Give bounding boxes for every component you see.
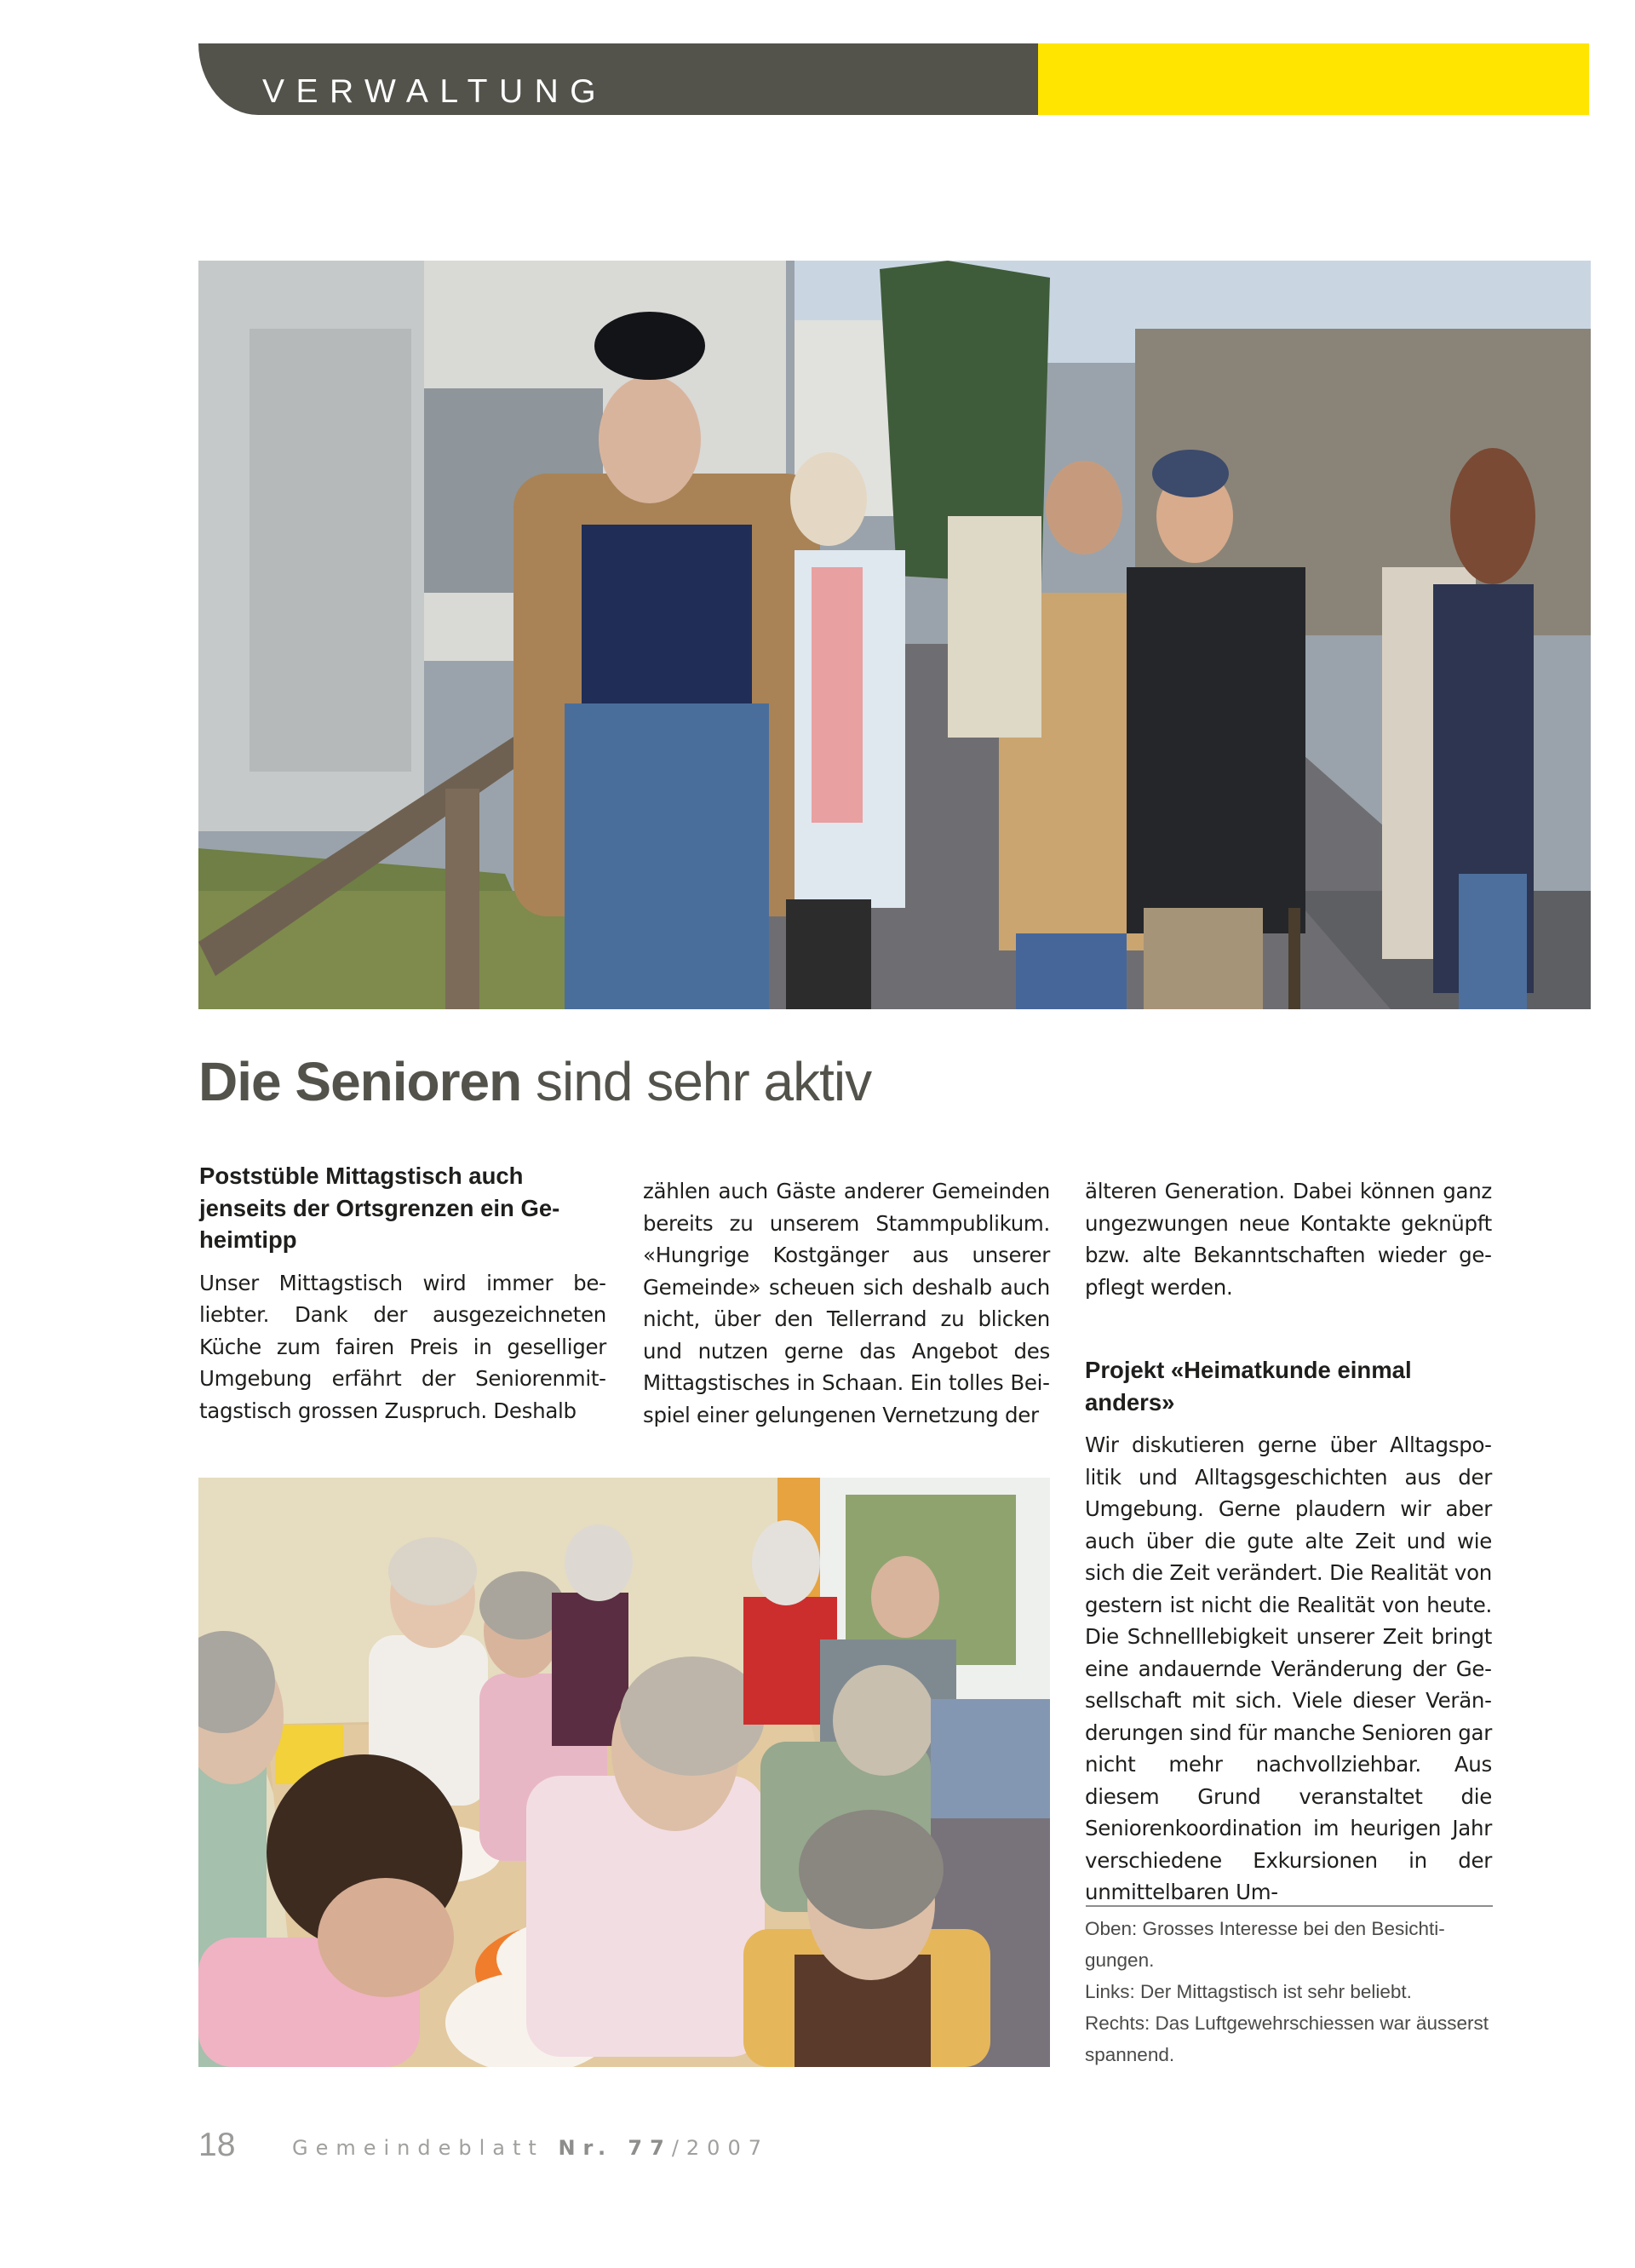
publication-info — [292, 2131, 769, 2165]
article-title-bold: Die Senioren — [198, 1051, 522, 1112]
section-header-dark-block — [198, 43, 1038, 115]
text-column-2 — [643, 1175, 1050, 1431]
photo-captions — [1085, 1913, 1492, 2070]
photo-seniors-walking — [198, 261, 1591, 1009]
publication-name: Gemeindeblatt — [292, 2136, 559, 2160]
text-column-3 — [1085, 1175, 1492, 1909]
issue-year: /2007 — [671, 2136, 769, 2160]
page-number: 18 — [198, 2127, 236, 2163]
section-subhead-mittagstisch: Poststüble Mittagstisch auch jenseits der Ortsgrenzen ein Geheimtipp — [199, 1163, 560, 1253]
issue-number: Nr. 77 — [558, 2136, 672, 2160]
caption-right-photo: Rechts: Das Luftgewehrschiessen war äusserst spannend. — [1085, 2012, 1489, 2065]
photo-walking-image — [198, 261, 1591, 1009]
body-paragraph: zählen auch Gäste anderer Gemeinden bereits zu unserem Stammpublikum. «Hungrige Kostgänger aus unserer Gemeinde» scheuen sich deshalb auch nicht, über den Tellerrand zu blicken und nutzen gerne das Angebot des Mittagstisches in Schaan. Ein tolles Beispiel einer gelungenen Vernetzung der — [643, 1179, 1050, 1427]
body-paragraph: älteren Generation. Dabei können ganz ungezwungen neue Kontakte geknüpft bzw. alte Bekanntschaften wieder gepflegt werden. — [1085, 1179, 1492, 1300]
photo-lunch-image — [198, 1478, 1050, 2067]
article-title — [198, 1048, 871, 1116]
section-header-accent-block — [1038, 43, 1589, 115]
caption-divider — [1086, 1905, 1493, 1907]
caption-top-photo: Oben: Grosses Interesse bei den Besichtigungen. — [1085, 1918, 1445, 1971]
text-column-1 — [199, 1160, 606, 1427]
body-paragraph: Wir diskutieren gerne über Alltagspolitik und Alltagsgeschichten aus der Umgebung. Gerne plaudern wir aber auch über die gute alte Zeit und wie sich die Zeit verändert. Die Realität von gestern ist nicht die Realität von heute. Die Schnelllebigkeit unserer Zeit bringt eine andauernde Veränderung der Gesellschaft mit sich. Viele dieser Veränderungen sind für manche Senioren gar nicht mehr nachvollziehbar. Aus diesem Grund veranstaltet die Seniorenkoordination im heurigen Jahr verschiedene Exkursionen in der unmittelbaren Um- — [1085, 1433, 1492, 1904]
caption-left-photo: Links: Der Mittagstisch ist sehr beliebt. — [1085, 1981, 1412, 2002]
section-label: VERWALTUNG — [262, 73, 608, 110]
section-subhead-heimatkunde: Projekt «Heimatkunde einmal anders» — [1085, 1357, 1412, 1415]
section-header-band — [198, 43, 1589, 115]
body-paragraph: Unser Mittagstisch wird immer beliebter. Dank der ausgezeichneten Küche zum fairen Preis in geselliger Umgebung erfährt der Seniorenmittagstisch grossen Zuspruch. Deshalb — [199, 1270, 606, 1423]
photo-seniors-lunch — [198, 1478, 1050, 2067]
article-title-light: sind sehr aktiv — [521, 1051, 872, 1112]
